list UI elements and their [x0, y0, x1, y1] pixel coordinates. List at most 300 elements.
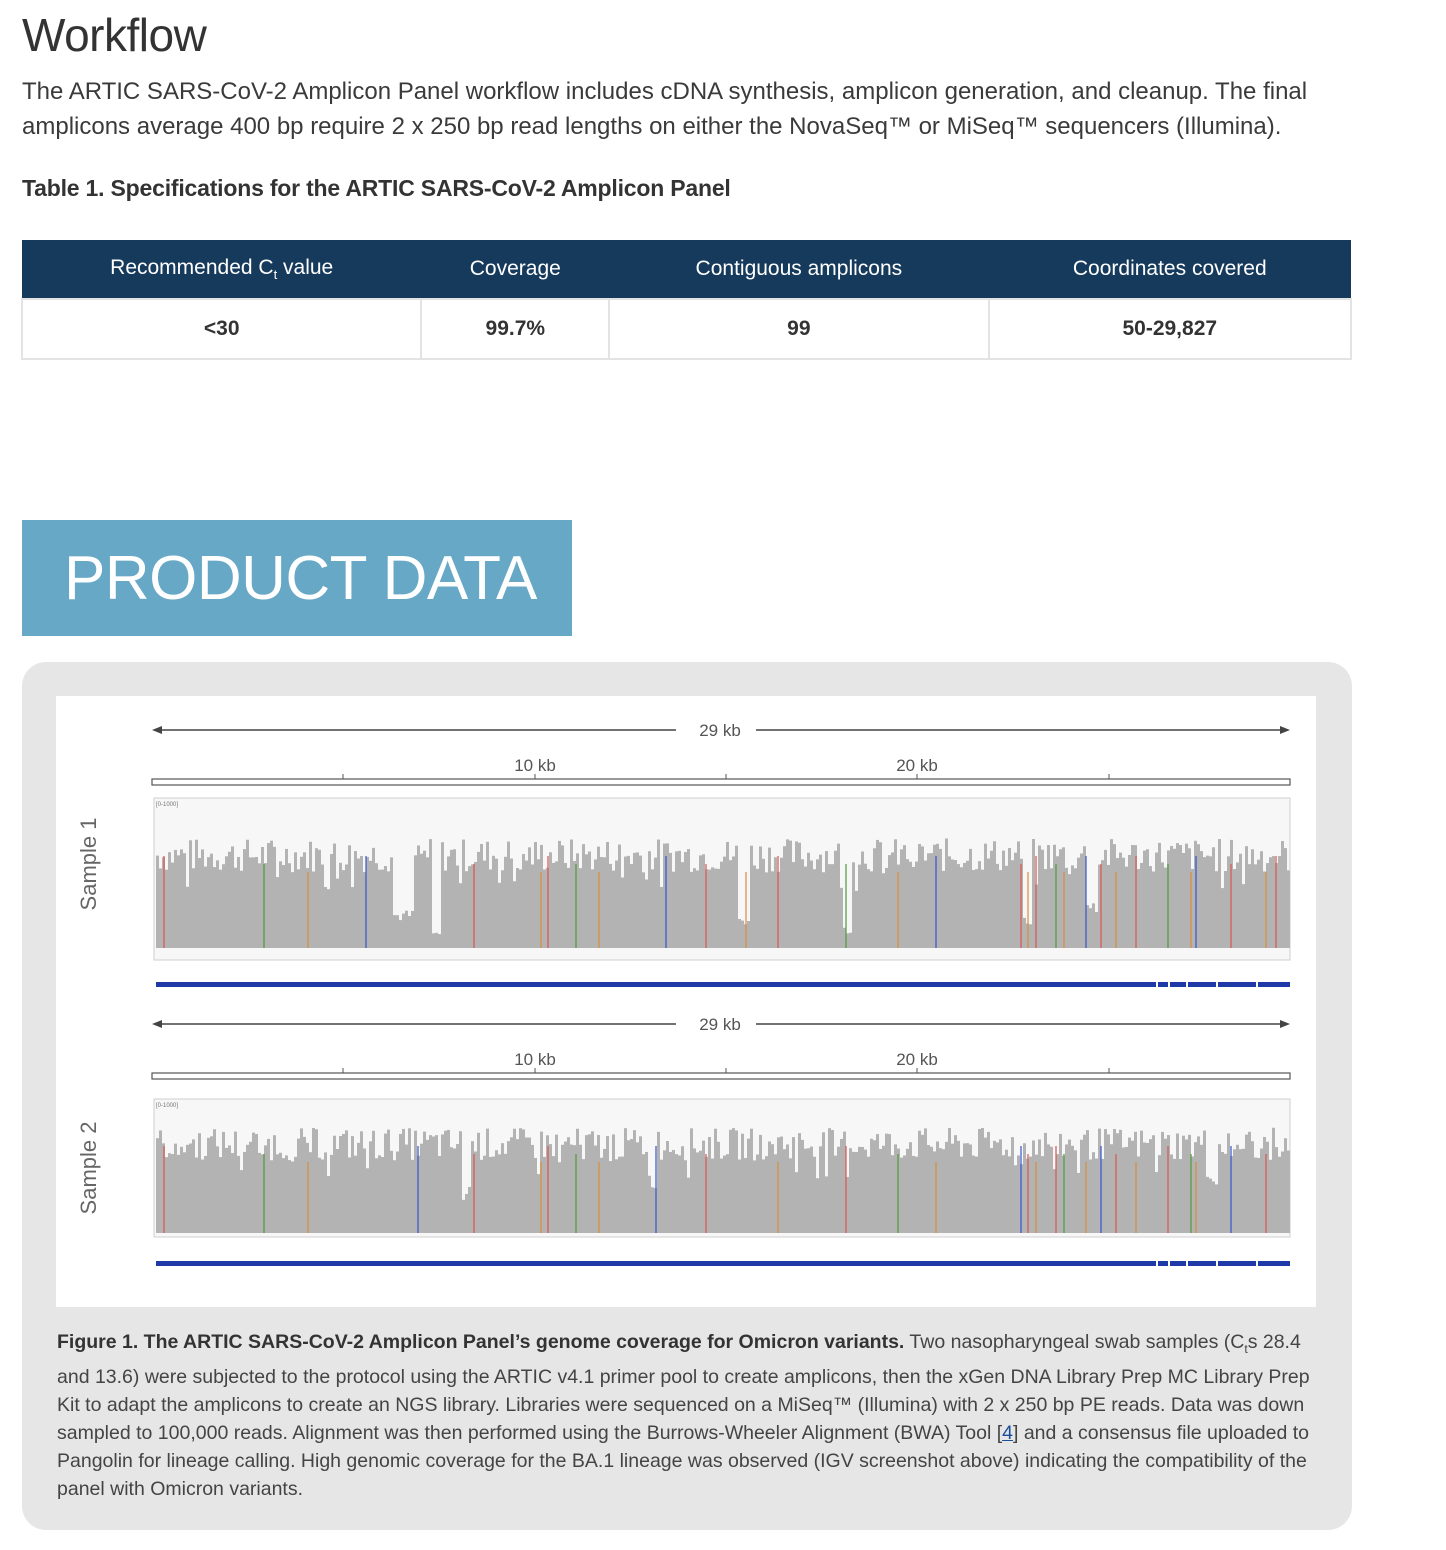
- coverage-bar: [867, 869, 870, 948]
- coverage-bar: [297, 869, 300, 948]
- coverage-bar: [1224, 1154, 1227, 1233]
- coverage-bar: [1251, 1141, 1254, 1233]
- coverage-bar: [885, 1134, 888, 1233]
- coverage-bar: [1245, 846, 1248, 948]
- coverage-bar: [432, 1137, 435, 1233]
- coverage-bar: [423, 1132, 426, 1233]
- coverage-bar: [186, 887, 189, 948]
- coverage-bar: [207, 1138, 210, 1233]
- coverage-bar: [501, 1143, 504, 1233]
- coverage-bar: [255, 1134, 258, 1233]
- coverage-bar: [1041, 1156, 1044, 1233]
- coverage-bar: [387, 1130, 390, 1233]
- coverage-bar: [894, 839, 897, 948]
- coverage-bar: [432, 933, 435, 948]
- coverage-bar: [888, 1134, 891, 1233]
- coverage-bar: [1155, 1172, 1158, 1233]
- coverage-bar: [960, 867, 963, 948]
- arrow-left-icon: [152, 1020, 162, 1028]
- coverage-bar: [1041, 850, 1044, 948]
- coverage-bar: [405, 1145, 408, 1233]
- coverage-bar: [945, 1142, 948, 1233]
- coverage-bar: [798, 843, 801, 948]
- arrow-right-icon: [1280, 1020, 1290, 1028]
- page-title: Workflow: [22, 9, 207, 61]
- coverage-bar: [168, 1153, 171, 1233]
- coverage-bar: [828, 1128, 831, 1233]
- coverage-bar: [978, 1129, 981, 1233]
- coverage-bar: [423, 851, 426, 948]
- coverage-bar: [969, 849, 972, 948]
- coverage-bar: [852, 862, 855, 948]
- coverage-bar: [1245, 1135, 1248, 1233]
- coverage-bar: [351, 1136, 354, 1233]
- coverage-bar: [1200, 1145, 1203, 1233]
- coverage-bar: [678, 1155, 681, 1233]
- coverage-bar: [291, 872, 294, 948]
- coverage-bar: [345, 1130, 348, 1233]
- workflow-intro: The ARTIC SARS-CoV-2 Amplicon Panel workflow includes cDNA synthesis, amplicon generation, and cleanup. The final amplicons average 400 bp require 2 x 250 bp read lengths on either the NovaSeq™ or MiSeq™ sequencers (Illumina).: [22, 78, 1308, 140]
- coverage-bar: [342, 870, 345, 948]
- coverage-bar: [411, 1160, 414, 1233]
- coverage-bar: [363, 1149, 366, 1233]
- coverage-bar: [1137, 1157, 1140, 1233]
- coverage-bar: [429, 1135, 432, 1233]
- coverage-bar: [258, 1153, 261, 1233]
- coverage-bar: [1107, 865, 1110, 948]
- coverage-bar: [492, 1157, 495, 1233]
- coverage-bar: [651, 1187, 654, 1233]
- coverage-bar: [237, 857, 240, 948]
- coverage-bar: [402, 1129, 405, 1233]
- coverage-bar: [951, 859, 954, 948]
- coverage-bar: [1248, 864, 1251, 948]
- coverage-bar: [300, 857, 303, 948]
- coverage-bar: [399, 920, 402, 948]
- coverage-bar: [750, 1129, 753, 1233]
- coverage-bar: [1137, 869, 1140, 948]
- arrow-left-icon: [152, 726, 162, 734]
- coverage-bar: [951, 1144, 954, 1233]
- coverage-bar: [549, 1144, 552, 1233]
- coverage-bar: [453, 1148, 456, 1233]
- coverage-bar: [672, 872, 675, 948]
- coverage-bar: [183, 853, 186, 948]
- coverage-bar: [795, 841, 798, 948]
- coverage-bar: [456, 1144, 459, 1233]
- coverage-bar: [351, 887, 354, 948]
- coverage-bar: [1125, 867, 1128, 948]
- coverage-bar: [318, 850, 321, 948]
- coverage-bar: [1068, 1140, 1071, 1233]
- coverage-bar: [666, 1141, 669, 1233]
- coverage-bar: [726, 842, 729, 948]
- coverage-bar: [1185, 1139, 1188, 1233]
- coverage-bar: [570, 1145, 573, 1233]
- coverage-bar: [717, 869, 720, 948]
- coverage-bar: [318, 1158, 321, 1233]
- track-1: [152, 721, 1290, 987]
- coverage-bar: [1059, 849, 1062, 948]
- coverage-bar: [1065, 868, 1068, 948]
- coverage-bar: [516, 1139, 519, 1233]
- coverage-bar: [180, 1147, 183, 1233]
- coverage-bar: [768, 1141, 771, 1233]
- figure-caption: Figure 1. The ARTIC SARS-CoV-2 Amplicon Panel’s genome coverage for Omicron variants. Two nasopharyngeal swab samples ($C_ts$ 28.4 and 13.6) were subjected to the protocol using the ARTIC v4.1 primer pool to create amplicons, then the xGen DNA Library Prep MC Library Prep Kit to adapt the amplicons to create an NGS library. Libraries were sequenced on a MiSeq™ (Illumina) with 2 x 250 bp PE reads. Data was down sampled to 100,000 reads. Alignment was then performed using the Burrows-Wheeler Alignment (BWA) Tool [4] and a consensus file uploaded to Pangolin for lineage calling. High genomic coverage for the BA.1 lineage was observed (IGV screenshot above) indicating the compatibility of the panel with Omicron variants.: [57, 1331, 1310, 1500]
- coverage-bar: [723, 1156, 726, 1233]
- coverage-bar: [723, 857, 726, 948]
- coverage-bar: [555, 861, 558, 948]
- coverage-bar: [324, 887, 327, 948]
- coverage-bar: [750, 846, 753, 948]
- gene-gap: [1156, 982, 1158, 987]
- coverage-bar: [414, 1131, 417, 1233]
- header-coordinates: Coordinates covered: [989, 240, 1351, 299]
- coverage-bar: [909, 862, 912, 948]
- coverage-bar: [1158, 1155, 1161, 1233]
- ruler-bar: [152, 1073, 1290, 1079]
- coverage-bar: [609, 1161, 612, 1233]
- coverage-bar: [447, 856, 450, 948]
- coverage-bar: [1077, 858, 1080, 948]
- coverage-bar: [1185, 844, 1188, 948]
- coverage-bar: [909, 1142, 912, 1233]
- coverage-bar: [414, 855, 417, 948]
- coverage-bar: [1029, 924, 1032, 948]
- coverage-bar: [177, 1155, 180, 1233]
- coverage-bar: [1089, 908, 1092, 948]
- coverage-bar: [1206, 856, 1209, 948]
- coverage-bar: [981, 870, 984, 948]
- coverage-bar: [1143, 851, 1146, 948]
- coverage-bar: [678, 851, 681, 948]
- coverage-bar: [870, 1139, 873, 1233]
- coverage-bar: [804, 1149, 807, 1233]
- coverage-bar: [786, 1144, 789, 1233]
- coverage-bar: [1119, 1130, 1122, 1233]
- coverage-bar: [1140, 863, 1143, 948]
- coverage-bar: [984, 1138, 987, 1233]
- coverage-bar: [1242, 1149, 1245, 1233]
- coverage-bar: [957, 1141, 960, 1233]
- coverage-bar: [369, 1141, 372, 1233]
- coverage-bar: [915, 1157, 918, 1233]
- coverage-bar: [918, 1131, 921, 1233]
- coverage-bar: [1233, 869, 1236, 948]
- coverage-bar: [321, 865, 324, 948]
- coverage-bar: [1170, 846, 1173, 948]
- coverage-bar: [753, 865, 756, 948]
- coverage-bar: [867, 1157, 870, 1233]
- coverage-bar: [927, 1145, 930, 1233]
- coverage-bar: [1239, 854, 1242, 948]
- coverage-bar: [747, 1139, 750, 1233]
- coverage-bar: [216, 1146, 219, 1233]
- coverage-bar: [771, 871, 774, 948]
- coverage-bar: [654, 858, 657, 948]
- coverage-bar: [1200, 851, 1203, 948]
- coverage-bar: [822, 872, 825, 948]
- coverage-bar: [918, 844, 921, 948]
- coverage-bar: [615, 1159, 618, 1233]
- coverage-bar: [453, 849, 456, 948]
- coverage-bar: [552, 863, 555, 948]
- coverage-figure: [56, 696, 1316, 1307]
- coverage-bar: [1236, 862, 1239, 948]
- coverage-bar: [891, 852, 894, 948]
- coverage-bar: [384, 1134, 387, 1233]
- coverage-bar: [1092, 1152, 1095, 1233]
- coverage-bar: [1050, 1147, 1053, 1233]
- coverage-bar: [204, 1156, 207, 1233]
- coverage-bar: [822, 1132, 825, 1233]
- coverage-bar: [1254, 1157, 1257, 1233]
- coverage-bar: [336, 879, 339, 948]
- cell-ct: <30: [22, 299, 421, 359]
- coverage-bar: [237, 1156, 240, 1233]
- coverage-bar: [588, 1134, 591, 1233]
- coverage-bar: [903, 845, 906, 948]
- coverage-bar: [1209, 856, 1212, 948]
- coverage-bar: [960, 1157, 963, 1233]
- coverage-bar: [438, 934, 441, 948]
- coverage-bar: [477, 1133, 480, 1233]
- coverage-bar: [675, 1154, 678, 1233]
- coverage-bar: [906, 1149, 909, 1233]
- coverage-bar: [1242, 884, 1245, 948]
- coverage-bar: [627, 1140, 630, 1233]
- coverage-bar: [1032, 839, 1035, 948]
- span-label: 29 kb: [699, 721, 741, 740]
- coverage-bar: [1065, 1144, 1068, 1233]
- coverage-bar: [807, 1148, 810, 1233]
- coverage-bar: [645, 880, 648, 948]
- coverage-bar: [927, 853, 930, 948]
- coverage-bar: [285, 849, 288, 948]
- coverage-bar: [408, 1128, 411, 1233]
- coverage-bar: [945, 838, 948, 948]
- coverage-bar: [225, 1148, 228, 1233]
- coverage-bar: [507, 842, 510, 948]
- table-caption: Table 1. Specifications for the ARTIC SARS-CoV-2 Amplicon Panel: [22, 175, 731, 201]
- coverage-bar: [633, 1130, 636, 1233]
- coverage-bar: [627, 856, 630, 948]
- coverage-bar: [642, 872, 645, 948]
- coverage-bar: [882, 873, 885, 948]
- coverage-bar: [1284, 848, 1287, 948]
- coverage-bar: [810, 1147, 813, 1233]
- coverage-bar: [741, 1134, 744, 1233]
- coverage-bar: [1005, 1150, 1008, 1233]
- gene-gap: [1256, 1261, 1258, 1266]
- tick-label-20kb: 20 kb: [896, 1050, 938, 1069]
- coverage-bar: [543, 1157, 546, 1233]
- coverage-bar: [513, 881, 516, 948]
- coverage-bar: [369, 861, 372, 948]
- coverage-bar: [1047, 1144, 1050, 1233]
- coverage-bar: [1278, 856, 1281, 948]
- coverage-bar: [1239, 1149, 1242, 1233]
- coverage-bar: [885, 868, 888, 948]
- coverage-bar: [684, 1160, 687, 1233]
- coverage-bar: [303, 852, 306, 948]
- coverage-bar: [438, 1156, 441, 1233]
- coverage-bar: [1173, 849, 1176, 948]
- coverage-bar: [435, 1135, 438, 1233]
- coverage-bar: [900, 1158, 903, 1233]
- coverage-bar: [1224, 871, 1227, 948]
- coverage-bar: [174, 850, 177, 948]
- coverage-bar: [840, 888, 843, 948]
- gene-gap: [1156, 1261, 1158, 1266]
- coverage-bar: [561, 845, 564, 948]
- reference-link[interactable]: 4: [1002, 1421, 1013, 1444]
- coverage-bar: [1152, 872, 1155, 948]
- coverage-bar: [879, 1149, 882, 1233]
- coverage-bar: [765, 872, 768, 948]
- coverage-bar: [204, 867, 207, 948]
- coverage-bar: [792, 1137, 795, 1233]
- coverage-bar: [480, 1160, 483, 1233]
- coverage-bar: [252, 1133, 255, 1233]
- coverage-bar: [192, 868, 195, 948]
- coverage-bar: [159, 1130, 162, 1233]
- coverage-bar: [855, 1152, 858, 1233]
- coverage-bar: [624, 1128, 627, 1233]
- coverage-bar: [1044, 1133, 1047, 1233]
- coverage-bar: [459, 1131, 462, 1233]
- coverage-bar: [786, 839, 789, 948]
- coverage-bar: [693, 868, 696, 948]
- coverage-bar: [1128, 855, 1131, 948]
- coverage-bar: [558, 1162, 561, 1233]
- coverage-bar: [372, 848, 375, 948]
- coverage-bar: [825, 1176, 828, 1233]
- coverage-bar: [618, 1157, 621, 1233]
- coverage-bar: [1164, 868, 1167, 948]
- coverage-bar: [171, 1154, 174, 1233]
- coverage-bar: [996, 1142, 999, 1233]
- coverage-bar: [249, 1142, 252, 1233]
- coverage-bar: [225, 856, 228, 948]
- coverage-bar: [348, 1157, 351, 1233]
- coverage-bar: [498, 883, 501, 948]
- coverage-bar: [444, 1131, 447, 1233]
- coverage-bar: [1260, 851, 1263, 948]
- coverage-bar: [738, 919, 741, 948]
- coverage-bar: [555, 1135, 558, 1233]
- coverage-bar: [168, 852, 171, 948]
- coverage-bar: [837, 844, 840, 948]
- coverage-bar: [735, 1130, 738, 1233]
- coverage-bar: [465, 1194, 468, 1233]
- coverage-bar: [681, 1146, 684, 1233]
- coverage-bar: [873, 848, 876, 948]
- coverage-bar: [579, 868, 582, 948]
- coverage-bar: [582, 844, 585, 948]
- coverage-bar: [582, 1159, 585, 1233]
- coverage-bar: [912, 1156, 915, 1233]
- coverage-bar: [450, 1147, 453, 1233]
- coverage-bar: [342, 1134, 345, 1233]
- coverage-bar: [939, 849, 942, 948]
- coverage-bar: [1146, 1143, 1149, 1233]
- coverage-bar: [774, 857, 777, 948]
- header-ct-value: Recommended $C_t$ value: [22, 240, 421, 299]
- coverage-bar: [1281, 1152, 1284, 1233]
- coverage-bar: [1011, 860, 1014, 948]
- coverage-bar: [381, 1157, 384, 1233]
- coverage-bar: [492, 856, 495, 948]
- coverage-bar: [180, 849, 183, 948]
- coverage-bar: [729, 1130, 732, 1233]
- coverage-bar: [876, 840, 879, 948]
- coverage-bar: [375, 1158, 378, 1233]
- coverage-bar: [315, 1129, 318, 1233]
- coverage-bar: [903, 1155, 906, 1233]
- coverage-bar: [603, 1149, 606, 1233]
- coverage-bar: [420, 1144, 423, 1233]
- coverage-bar: [819, 855, 822, 948]
- coverage-bar: [270, 841, 273, 948]
- coverage-bar: [243, 1152, 246, 1233]
- coverage-bar: [1281, 841, 1284, 948]
- coverage-bar: [759, 846, 762, 948]
- coverage-bar: [1047, 845, 1050, 948]
- coverage-bar: [783, 846, 786, 948]
- coverage-bar: [624, 857, 627, 948]
- coverage-bar: [267, 1139, 270, 1233]
- coverage-bar: [522, 854, 525, 948]
- coverage-bar: [1044, 869, 1047, 948]
- coverage-bar: [690, 872, 693, 948]
- coverage-bar: [693, 1148, 696, 1233]
- coverage-bar: [249, 857, 252, 948]
- data-range-label: [0-1000]: [156, 802, 179, 808]
- coverage-bar: [270, 1160, 273, 1233]
- coverage-bar: [1251, 849, 1254, 948]
- coverage-bar: [825, 851, 828, 948]
- coverage-bar: [639, 856, 642, 948]
- coverage-bar: [621, 1157, 624, 1233]
- coverage-bar: [462, 840, 465, 948]
- coverage-bar: [930, 1147, 933, 1233]
- coverage-bar: [714, 1129, 717, 1233]
- coverage-bar: [234, 868, 237, 948]
- coverage-bar: [1257, 1158, 1260, 1233]
- coverage-bar: [999, 870, 1002, 948]
- coverage-bar: [1149, 1139, 1152, 1233]
- coverage-bar: [801, 859, 804, 948]
- coverage-bar: [1011, 1137, 1014, 1233]
- gene-gap: [1256, 982, 1258, 987]
- coverage-bar: [717, 1142, 720, 1233]
- coverage-bar: [393, 915, 396, 948]
- coverage-bar: [819, 1146, 822, 1233]
- coverage-bar: [549, 852, 552, 948]
- tick-label-10kb: 10 kb: [514, 756, 556, 775]
- coverage-bar: [327, 889, 330, 948]
- coverage-bar: [744, 1158, 747, 1233]
- coverage-bar: [852, 1152, 855, 1233]
- coverage-bar: [972, 870, 975, 948]
- coverage-bar: [699, 855, 702, 948]
- coverage-bar: [372, 1131, 375, 1233]
- coverage-bar: [213, 867, 216, 948]
- coverage-bar: [612, 871, 615, 948]
- coverage-bar: [963, 863, 966, 948]
- coverage-bar: [735, 846, 738, 948]
